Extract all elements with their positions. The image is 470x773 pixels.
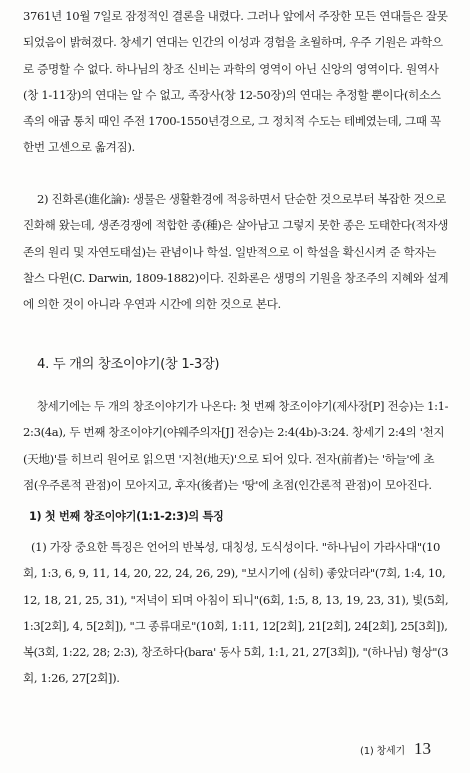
- text-line: 회, 1:26, 27[2회]).: [23, 671, 120, 686]
- text-line: 점(우주론적 관점)이 모아지고, 후자(後者)는 '땅'에 초점(인간론적 관점)이 모아진다.: [23, 477, 432, 492]
- text-line: 2:3(4a), 두 번째 창조이야기(야웨주의자[J] 전승)는 2:4(4b)-3:24. 창세기 2:4의 '천지: [23, 425, 445, 440]
- paragraph-first-creation-features: [23, 534, 448, 692]
- text-line: 되었음이 밝혀졌다. 창세기 연대는 인간의 이성과 경험을 초월하며, 우주 기원은 과학으: [23, 35, 443, 50]
- text-line: 3761년 10월 7일로 잠정적인 결론을 내렸다. 그러나 앞에서 주장한 모든 연대들은 잘못: [23, 9, 448, 23]
- text-line: (창 1-11장)의 연대는 알 수 없고, 족장사(창 12-50장)의 연대는 추정할 뿐이다(히소스: [23, 87, 441, 102]
- text-line: (天地)'를 히브리 원어로 읽으면 '지천(地天)'으로 되어 있다. 전자(前者)는 '하늘'에 초: [23, 451, 435, 466]
- text-line: 에 의한 것이 아니라 우연과 시간에 의한 것으로 본다.: [23, 297, 281, 312]
- text-line: 찰스 다윈(C. Darwin, 1809-1882)이다. 진화론은 생명의 기원을 창조주의 지혜와 설계: [23, 270, 449, 285]
- text-line: 족의 애굽 통치 때인 주전 1700-1550년경으로, 그 정치적 수도는 테베였는데, 그때 꼭: [23, 114, 441, 129]
- paragraph-dating: [23, 3, 448, 161]
- page-number: 13: [414, 739, 432, 758]
- text-line: 로 증명할 수 없다. 하나님의 창조 신비는 과학의 영역이 아닌 신앙의 영역이다. 원역사: [23, 61, 439, 76]
- paragraph-evolution: [23, 186, 448, 317]
- page-footer: [360, 739, 431, 759]
- text-line: 복(3회, 1:22, 28; 2:3), 창조하다(bara' 동사 5회, 1:1, 21, 27[3회]), "(하나님) 형상"(3: [23, 645, 449, 660]
- text-line: 한번 고센으로 옮겨짐).: [23, 140, 135, 155]
- paragraph-two-creation-stories: [23, 393, 448, 498]
- text-line: 진화해 왔는데, 생존경쟁에 적합한 종(種)은 살아남고 그렇지 못한 종은 도태한다(적자생: [23, 218, 449, 233]
- text-line: 2) 진화론(進化論): 생물은 생활환경에 적응하면서 단순한 것으로부터 복잡한 것으로: [37, 192, 447, 206]
- subsection-heading: 1) 첫 번째 창조이야기(1:1-2:3)의 특징: [29, 510, 224, 523]
- text-line: 12, 18, 21, 25, 31), "저녁이 되며 아침이 되니"(6회, 1:5, 8, 13, 19, 23, 31), 빛(5회,: [23, 592, 449, 607]
- text-line: 존의 원리 및 자연도태설)는 관념이나 학설. 일반적으로 이 학설을 확신시켜 준 학자는: [23, 244, 437, 259]
- running-footer-label: (1) 창세기: [360, 746, 405, 757]
- text-line: (1) 가장 중요한 특징은 언어의 반복성, 대칭성, 도식성이다. "하나님이 가라사대"(10: [31, 540, 441, 554]
- text-line: 1:3[2회], 4, 5[2회]), "그 종류대로"(10회, 1:11, 12[2회], 21[2회], 24[2회], 25[3회]),: [23, 618, 448, 633]
- text-line: 회, 1:3, 6, 9, 11, 14, 20, 22, 24, 26, 29), "보시기에 (심히) 좋았더라"(7회, 1:4, 10,: [23, 566, 446, 581]
- section-heading: 4. 두 개의 창조이야기(창 1-3장): [37, 357, 220, 372]
- text-line: 창세기에는 두 개의 창조이야기가 나온다: 첫 번째 창조이야기(제사장[P] 전승)는 1:1-: [36, 399, 449, 413]
